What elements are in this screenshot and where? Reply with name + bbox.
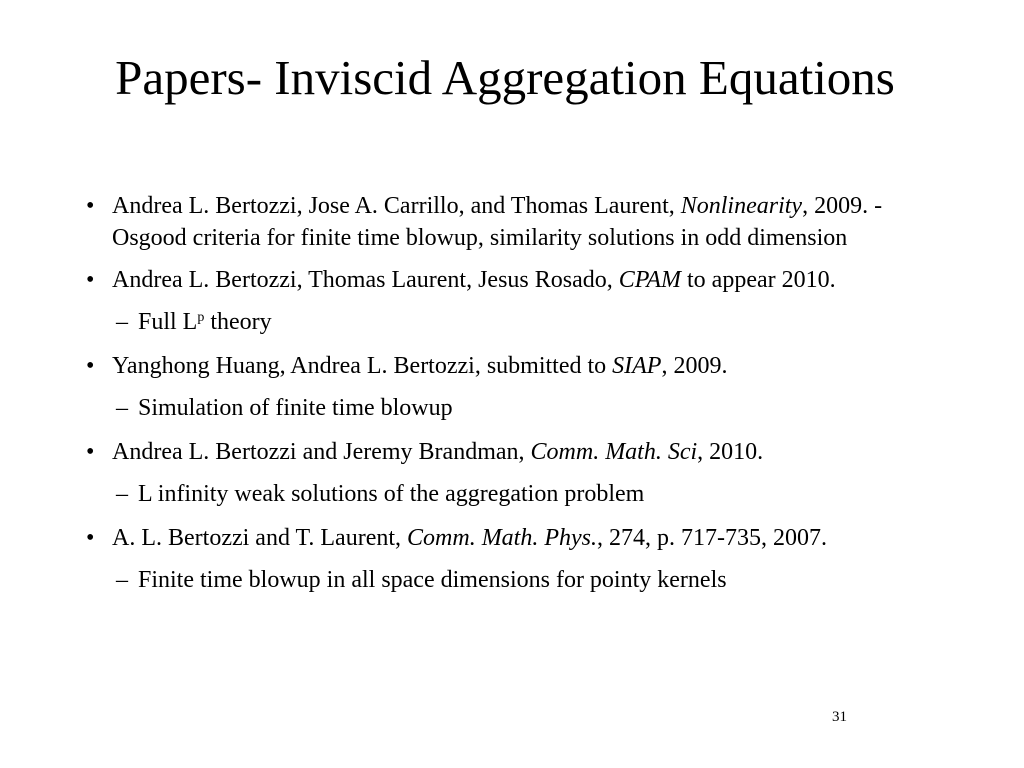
reference-item (86, 350, 916, 382)
dash-icon: – (116, 567, 128, 593)
bullet-icon: • (86, 439, 95, 465)
reference-note (86, 392, 916, 424)
reference-authors: Andrea L. Bertozzi and Jeremy Brandman, (112, 439, 531, 465)
slide-title: Papers- Inviscid Aggregation Equations (115, 50, 895, 105)
reference-note (86, 478, 916, 510)
reference-details: , 2010. (697, 439, 764, 465)
bullet-icon: • (86, 267, 95, 293)
journal-name: Nonlinearity (680, 193, 803, 219)
bullet-icon: • (86, 353, 95, 379)
reference-authors: Andrea L. Bertozzi, Thomas Laurent, Jesus Rosado, (112, 267, 619, 293)
note-text: Finite time blowup in all space dimensions for pointy kernels (138, 567, 727, 593)
reference-authors: Yanghong Huang, Andrea L. Bertozzi, submitted to (112, 353, 613, 379)
note-text-end: theory (204, 309, 272, 335)
reference-item (86, 522, 916, 554)
reference-details: , 2009. - Osgood criteria for finite time blowup, similarity solutions in odd dimension (112, 193, 883, 251)
dash-icon: – (116, 481, 128, 507)
note-superscript: p (197, 310, 205, 325)
bullet-icon: • (86, 525, 95, 551)
reference-list (86, 190, 916, 608)
page-number: 31 (832, 709, 847, 725)
reference-details: to appear 2010. (681, 267, 836, 293)
dash-icon: – (116, 395, 128, 421)
journal-name: CPAM (618, 267, 681, 293)
note-text: Full L (138, 309, 198, 335)
dash-icon: – (116, 309, 128, 335)
reference-authors: Andrea L. Bertozzi, Jose A. Carrillo, and Thomas Laurent, (112, 193, 681, 219)
reference-item (86, 264, 916, 296)
note-text: Simulation of finite time blowup (138, 395, 453, 421)
reference-note (86, 564, 916, 596)
reference-details: , 274, p. 717-735, 2007. (597, 525, 827, 551)
note-text: L infinity weak solutions of the aggregation problem (138, 481, 645, 507)
journal-name: Comm. Math. Phys. (407, 525, 597, 551)
journal-name: SIAP (612, 353, 662, 379)
reference-item (86, 190, 916, 254)
reference-details: , 2009. (661, 353, 728, 379)
bullet-icon: • (86, 193, 95, 219)
journal-name: Comm. Math. Sci (530, 439, 698, 465)
reference-item (86, 436, 916, 468)
reference-authors: A. L. Bertozzi and T. Laurent, (112, 525, 408, 551)
reference-note (86, 306, 916, 338)
